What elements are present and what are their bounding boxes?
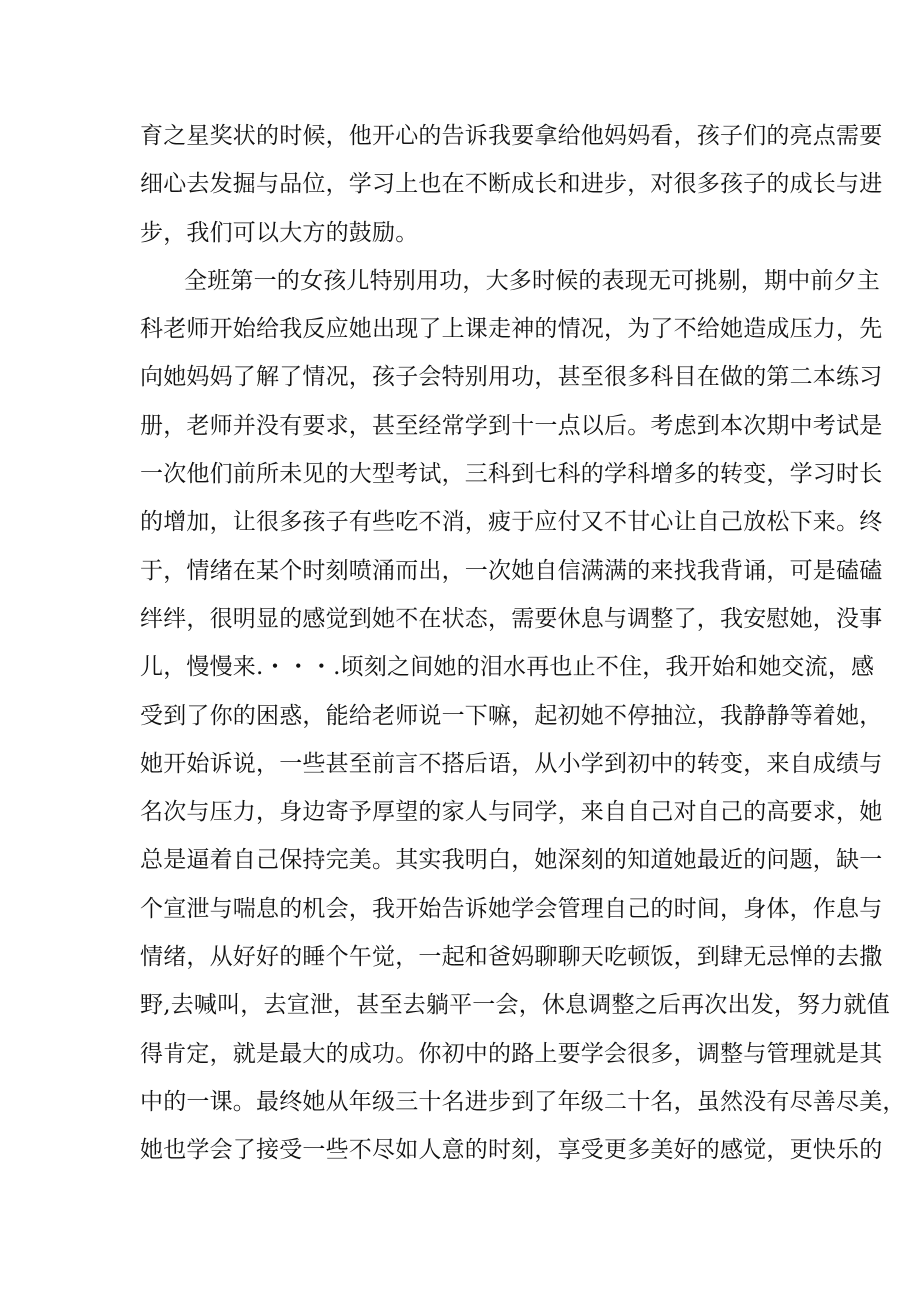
paragraph-2-line-3: 向她妈妈了解了情况，孩子会特别用功，甚至很多科目在做的第二本练习 (140, 364, 883, 391)
paragraph-2-line-5: 一次他们前所未见的大型考试，三科到七科的学科增多的转变，学习时长 (140, 461, 883, 488)
paragraph-2-line-2: 科老师开始给我反应她出现了上课走神的情况，为了不给她造成压力，先 (140, 316, 883, 343)
paragraph-2-line-8: 绊绊，很明显的感觉到她不在状态，需要休息与调整了，我安慰她，没事 (140, 605, 883, 632)
paragraph-1-line-2: 细心去发掘与品位，学习上也在不断成长和进步，对很多孩子的成长与进 (140, 171, 883, 198)
paragraph-2-line-1: 全班第一的女孩儿特别用功，大多时候的表现无可挑剔，期中前夕主 (184, 267, 880, 294)
paragraph-2-line-11: 她开始诉说，一些甚至前言不搭后语，从小学到初中的转变，来自成绩与 (140, 750, 883, 777)
paragraph-2-line-9: 儿，慢慢来.・・・.顷刻之间她的泪水再也止不住，我开始和她交流，感 (140, 654, 875, 681)
paragraph-2-line-6: 的增加，让很多孩子有些吃不消，疲于应付又不甘心让自己放松下来。终 (140, 509, 883, 536)
paragraph-2-line-12: 名次与压力，身边寄予厚望的家人与同学，来自自己对自己的高要求，她 (140, 799, 883, 826)
paragraph-1-line-3: 步，我们可以大方的鼓励。 (140, 219, 419, 246)
paragraph-2-line-14: 个宣泄与喘息的机会，我开始告诉她学会管理自己的时间，身体，作息与 (140, 895, 883, 922)
paragraph-2-line-13: 总是逼着自己保持完美。其实我明白，她深刻的知道她最近的问题，缺一 (140, 847, 883, 874)
paragraph-1-line-1: 育之星奖状的时候，他开心的告诉我要拿给他妈妈看，孩子们的亮点需要 (140, 123, 883, 149)
paragraph-2-line-7: 于，情绪在某个时刻喷涌而出，一次她自信满满的来找我背诵，可是磕磕 (140, 557, 883, 584)
paragraph-2-line-10: 受到了你的困惑，能给老师说一下嘛，起初她不停抽泣，我静静等着她， (140, 702, 883, 729)
paragraph-2-line-4: 册，老师并没有要求，甚至经常学到十一点以后。考虑到本次期中考试是 (140, 412, 883, 439)
paragraph-2-line-19: 她也学会了接受一些不尽如人意的时刻，享受更多美好的感觉，更快乐的 (140, 1137, 883, 1164)
document-body (140, 112, 906, 1175)
paragraph-2-line-15: 情绪，从好好的睡个午觉，一起和爸妈聊聊天吃顿饭，到肆无忌惮的去撒 (140, 944, 883, 971)
paragraph-2-line-16: 野,去喊叫，去宣泄，甚至去躺平一会，休息调整之后再次出发，努力就值 (140, 992, 890, 1019)
paragraph-2-line-17: 得肯定，就是最大的成功。你初中的路上要学会很多，调整与管理就是其 (140, 1040, 883, 1067)
paragraph-2-line-18: 中的一课。最终她从年级三十名进步到了年级二十名，虽然没有尽善尽美， (140, 1088, 906, 1115)
